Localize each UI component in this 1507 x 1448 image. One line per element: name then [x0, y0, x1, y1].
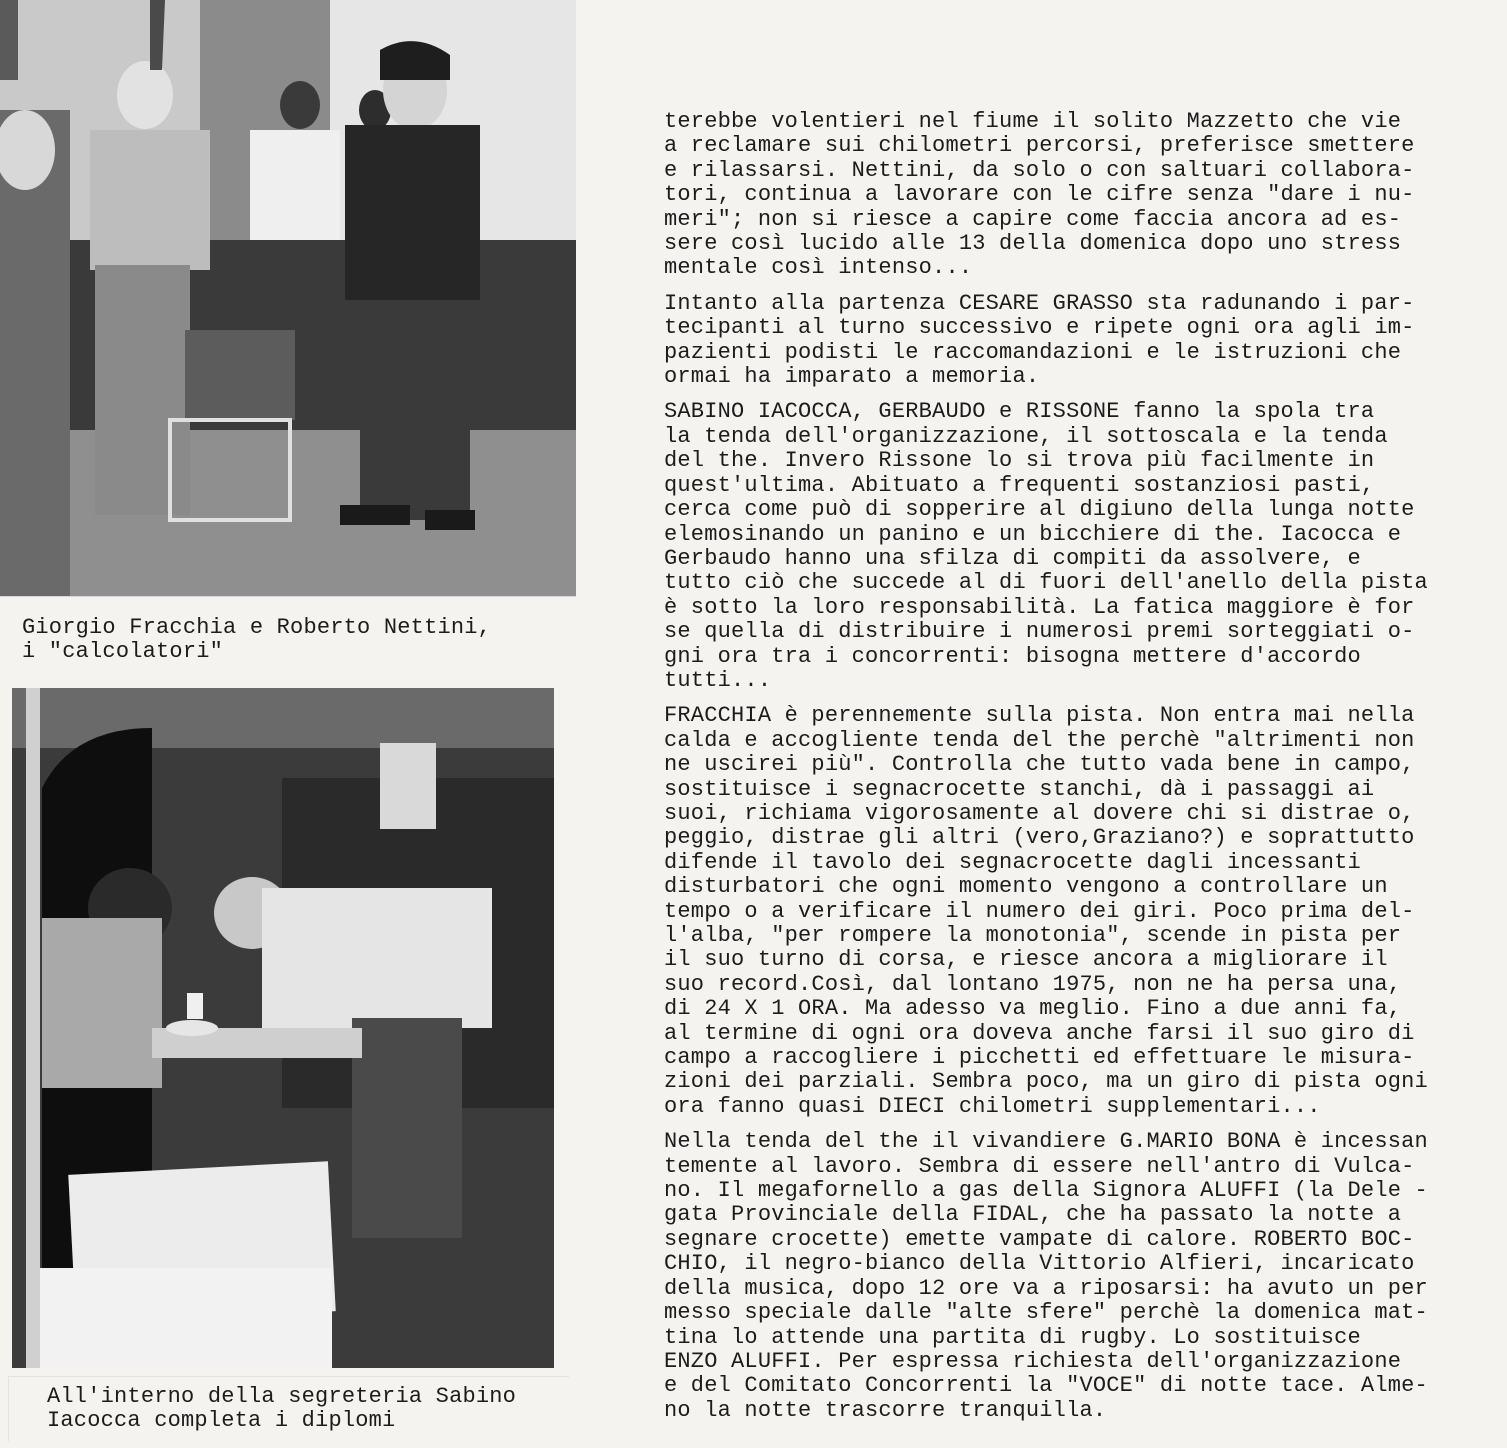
- article-line: tutto ciò che succede al di fuori dell'anello della pista: [664, 570, 1428, 596]
- article-line: no. Il megafornello a gas della Signora ALUFFI (la Dele -: [664, 1178, 1428, 1204]
- article-paragraph: [664, 400, 1494, 693]
- article-line: disturbatori che ogni momento vengono a controllare un: [664, 874, 1388, 900]
- article-line: no la notte trascorre tranquilla.: [664, 1397, 1107, 1423]
- article-line: è sotto la loro responsabilità. La fatica maggiore è for: [664, 594, 1415, 620]
- article-line: gata Provinciale della FIDAL, che ha passato la notte a: [664, 1202, 1402, 1228]
- article-line: al termine di ogni ora doveva anche farsi il suo giro di: [664, 1020, 1415, 1046]
- article-line: il suo turno di corsa, e riesce ancora a migliorare il: [664, 947, 1388, 973]
- article-line: meri"; non si riesce a capire come faccia ancora ad es-: [664, 206, 1402, 232]
- article-line: Nella tenda del the il vivandiere G.MARIO BONA è incessan: [664, 1129, 1428, 1155]
- article-paragraph: [664, 110, 1494, 281]
- article-line: elemosinando un panino e un bicchiere di the. Iacocca e: [664, 521, 1402, 547]
- article-line: terebbe volentieri nel fiume il solito Mazzetto che vie: [664, 109, 1402, 134]
- article-line: del the. Invero Rissone lo si trova più facilmente in: [664, 448, 1375, 474]
- article-line: tina lo attende una partita di rugby. Lo sostituisce: [664, 1324, 1361, 1350]
- article-line: difende il tavolo dei segnacrocette dagli incessanti: [664, 849, 1361, 875]
- article-line: sostituisce i segnacrocette stanchi, dà i passaggi ai: [664, 776, 1375, 802]
- caption-segreteria: [47, 1385, 516, 1434]
- article-line: Gerbaudo hanno una sfilza di compiti da assolvere, e: [664, 545, 1361, 571]
- article-paragraph: [664, 1130, 1494, 1423]
- article-line: pazienti podisti le raccomandazioni e le istruzioni che: [664, 339, 1402, 365]
- photo-calcolatori-image: [0, 0, 576, 596]
- caption-line: All'interno della segreteria Sabino: [47, 1384, 517, 1409]
- article-line: tori, continua a lavorare con le cifre senza "dare i nu-: [664, 182, 1415, 208]
- article-paragraph: [664, 704, 1494, 1119]
- article-line: tecipanti al turno successivo e ripete ogni ora agli im-: [664, 315, 1415, 341]
- article-line: temente al lavoro. Sembra di essere nell'antro di Vulca-: [664, 1153, 1415, 1179]
- article-line: cerca come può di sopperire al digiuno della lunga notte: [664, 497, 1415, 523]
- caption-calcolatori: [22, 616, 491, 665]
- article-line: sere così lucido alle 13 della domenica dopo uno stress: [664, 231, 1402, 257]
- article-line: l'alba, "per rompere la monotonia", scende in pista per: [664, 923, 1402, 948]
- article-line: suo record.Così, dal lontano 1975, non ne ha persa una,: [664, 971, 1402, 997]
- article-line: e del Comitato Concorrenti la "VOCE" di notte tace. Alme-: [664, 1373, 1428, 1399]
- article-line: quest'ultima. Abituato a frequenti sostanziosi pasti,: [664, 472, 1375, 498]
- article-line: tutti...: [664, 667, 772, 693]
- article-line: mentale così intenso...: [664, 255, 973, 281]
- article-line: CHIO, il negro-bianco della Vittorio Alfieri, incaricato: [664, 1251, 1415, 1277]
- article-paragraph: [664, 292, 1494, 390]
- article-line: di 24 X 1 ORA. Ma adesso va meglio. Fino a due anni fa,: [664, 996, 1402, 1022]
- article-line: gni ora tra i concorrenti: bisogna mettere d'accordo: [664, 643, 1361, 669]
- article-line: FRACCHIA è perennemente sulla pista. Non entra mai nella: [664, 703, 1415, 729]
- article-line: campo a raccogliere i picchetti ed effettuare le misura-: [664, 1045, 1415, 1071]
- article-line: SABINO IACOCCA, GERBAUDO e RISSONE fanno la spola tra: [664, 399, 1375, 425]
- article-line: a reclamare sui chilometri percorsi, preferisce smettere: [664, 133, 1415, 159]
- photo-calcolatori: [0, 0, 576, 596]
- article-line: zioni dei parziali. Sembra poco, ma un giro di pista ogni: [664, 1069, 1428, 1095]
- article-line: tempo o a verificare il numero dei giri. Poco prima del-: [664, 898, 1415, 924]
- article-line: ne uscirei più". Controlla che tutto vada bene in campo,: [664, 752, 1415, 778]
- caption-line: i "calcolatori": [22, 639, 224, 665]
- caption-line: Iacocca completa i diplomi: [47, 1408, 396, 1434]
- article-line: ENZO ALUFFI. Per espressa richiesta dell'organizzazione: [664, 1348, 1402, 1374]
- article-line: la tenda dell'organizzazione, il sottoscala e la tenda: [664, 423, 1388, 449]
- article-line: peggio, distrae gli altri (vero,Graziano?) e soprattutto: [664, 825, 1415, 851]
- article-line: segnare crocette) emette vampate di calore. ROBERTO BOC-: [664, 1226, 1415, 1252]
- article-line: suoi, richiama vigorosamente al dovere chi si distrae o,: [664, 800, 1415, 826]
- photo-segreteria: [12, 688, 554, 1368]
- article-line: calda e accogliente tenda del the perchè "altrimenti non: [664, 727, 1415, 753]
- article-text: [664, 110, 1494, 1423]
- article-line: se quella di distribuire i numerosi premi sorteggiati o-: [664, 619, 1415, 645]
- photo-segreteria-image: [12, 688, 554, 1368]
- caption-line: Giorgio Fracchia e Roberto Nettini,: [22, 615, 492, 640]
- article-line: ormai ha imparato a memoria.: [664, 364, 1040, 390]
- article-line: Intanto alla partenza CESARE GRASSO sta radunando i par-: [664, 290, 1415, 316]
- article-line: ora fanno quasi DIECI chilometri supplementari...: [664, 1093, 1321, 1119]
- article-line: della musica, dopo 12 ore va a riposarsi: ha avuto un per: [664, 1275, 1428, 1301]
- article-line: messo speciale dalle "alte sfere" perchè la domenica mat-: [664, 1300, 1428, 1326]
- article-line: e rilassarsi. Nettini, da solo o con saltuari collabora-: [664, 157, 1415, 183]
